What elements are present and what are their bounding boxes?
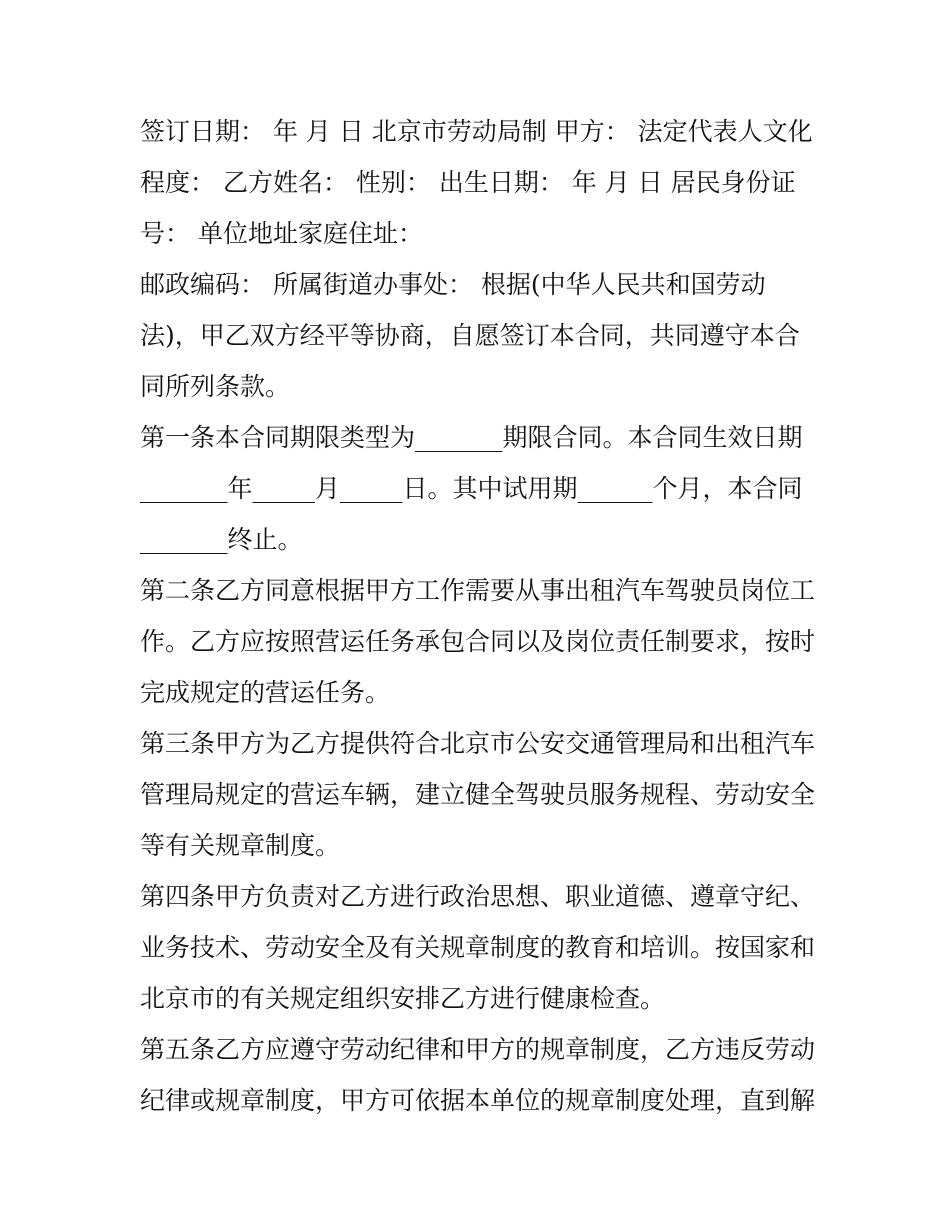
paragraph-article-3: 第三条甲方为乙方提供符合北京市公安交通管理局和出租汽车管理局规定的营运车辆，建立健全驾驶员服务规程、劳动安全等有关规章制度。 — [140, 729, 816, 860]
paragraph-article-5: 第五条乙方应遵守劳动纪律和甲方的规章制度，乙方违反劳动纪律或规章制度，甲方可依据本单位的规章制度处理，直到解 — [140, 1035, 816, 1115]
paragraph-preamble: 邮政编码： 所属街道办事处： 根据(中华人民共和国劳动法)，甲乙双方经平等协商，自愿签订本合同，共同遵守本合同所列条款。 — [140, 270, 800, 401]
paragraph-header-info: 签订日期： 年 月 日 北京市劳动局制 甲方： 法定代表人文化程度： 乙方姓名： 性别： 出生日期： 年 月 日 居民身份证号： 单位地址家庭住址： — [140, 117, 813, 248]
paragraph-article-1: 第一条本合同期限类型为_______期限合同。本合同生效日期_______年_____月_____日。其中试用期______个月，本合同_______终止。 — [140, 423, 803, 554]
paragraph-article-4: 第四条甲方负责对乙方进行政治思想、职业道德、遵章守纪、业务技术、劳动安全及有关规章制度的教育和培训。按国家和北京市的有关规定组织安排乙方进行健康检查。 — [140, 882, 816, 1013]
paragraph-article-2: 第二条乙方同意根据甲方工作需要从事出租汽车驾驶员岗位工作。乙方应按照营运任务承包合同以及岗位责任制要求，按时完成规定的营运任务。 — [140, 576, 816, 707]
contract-body — [140, 106, 820, 1126]
